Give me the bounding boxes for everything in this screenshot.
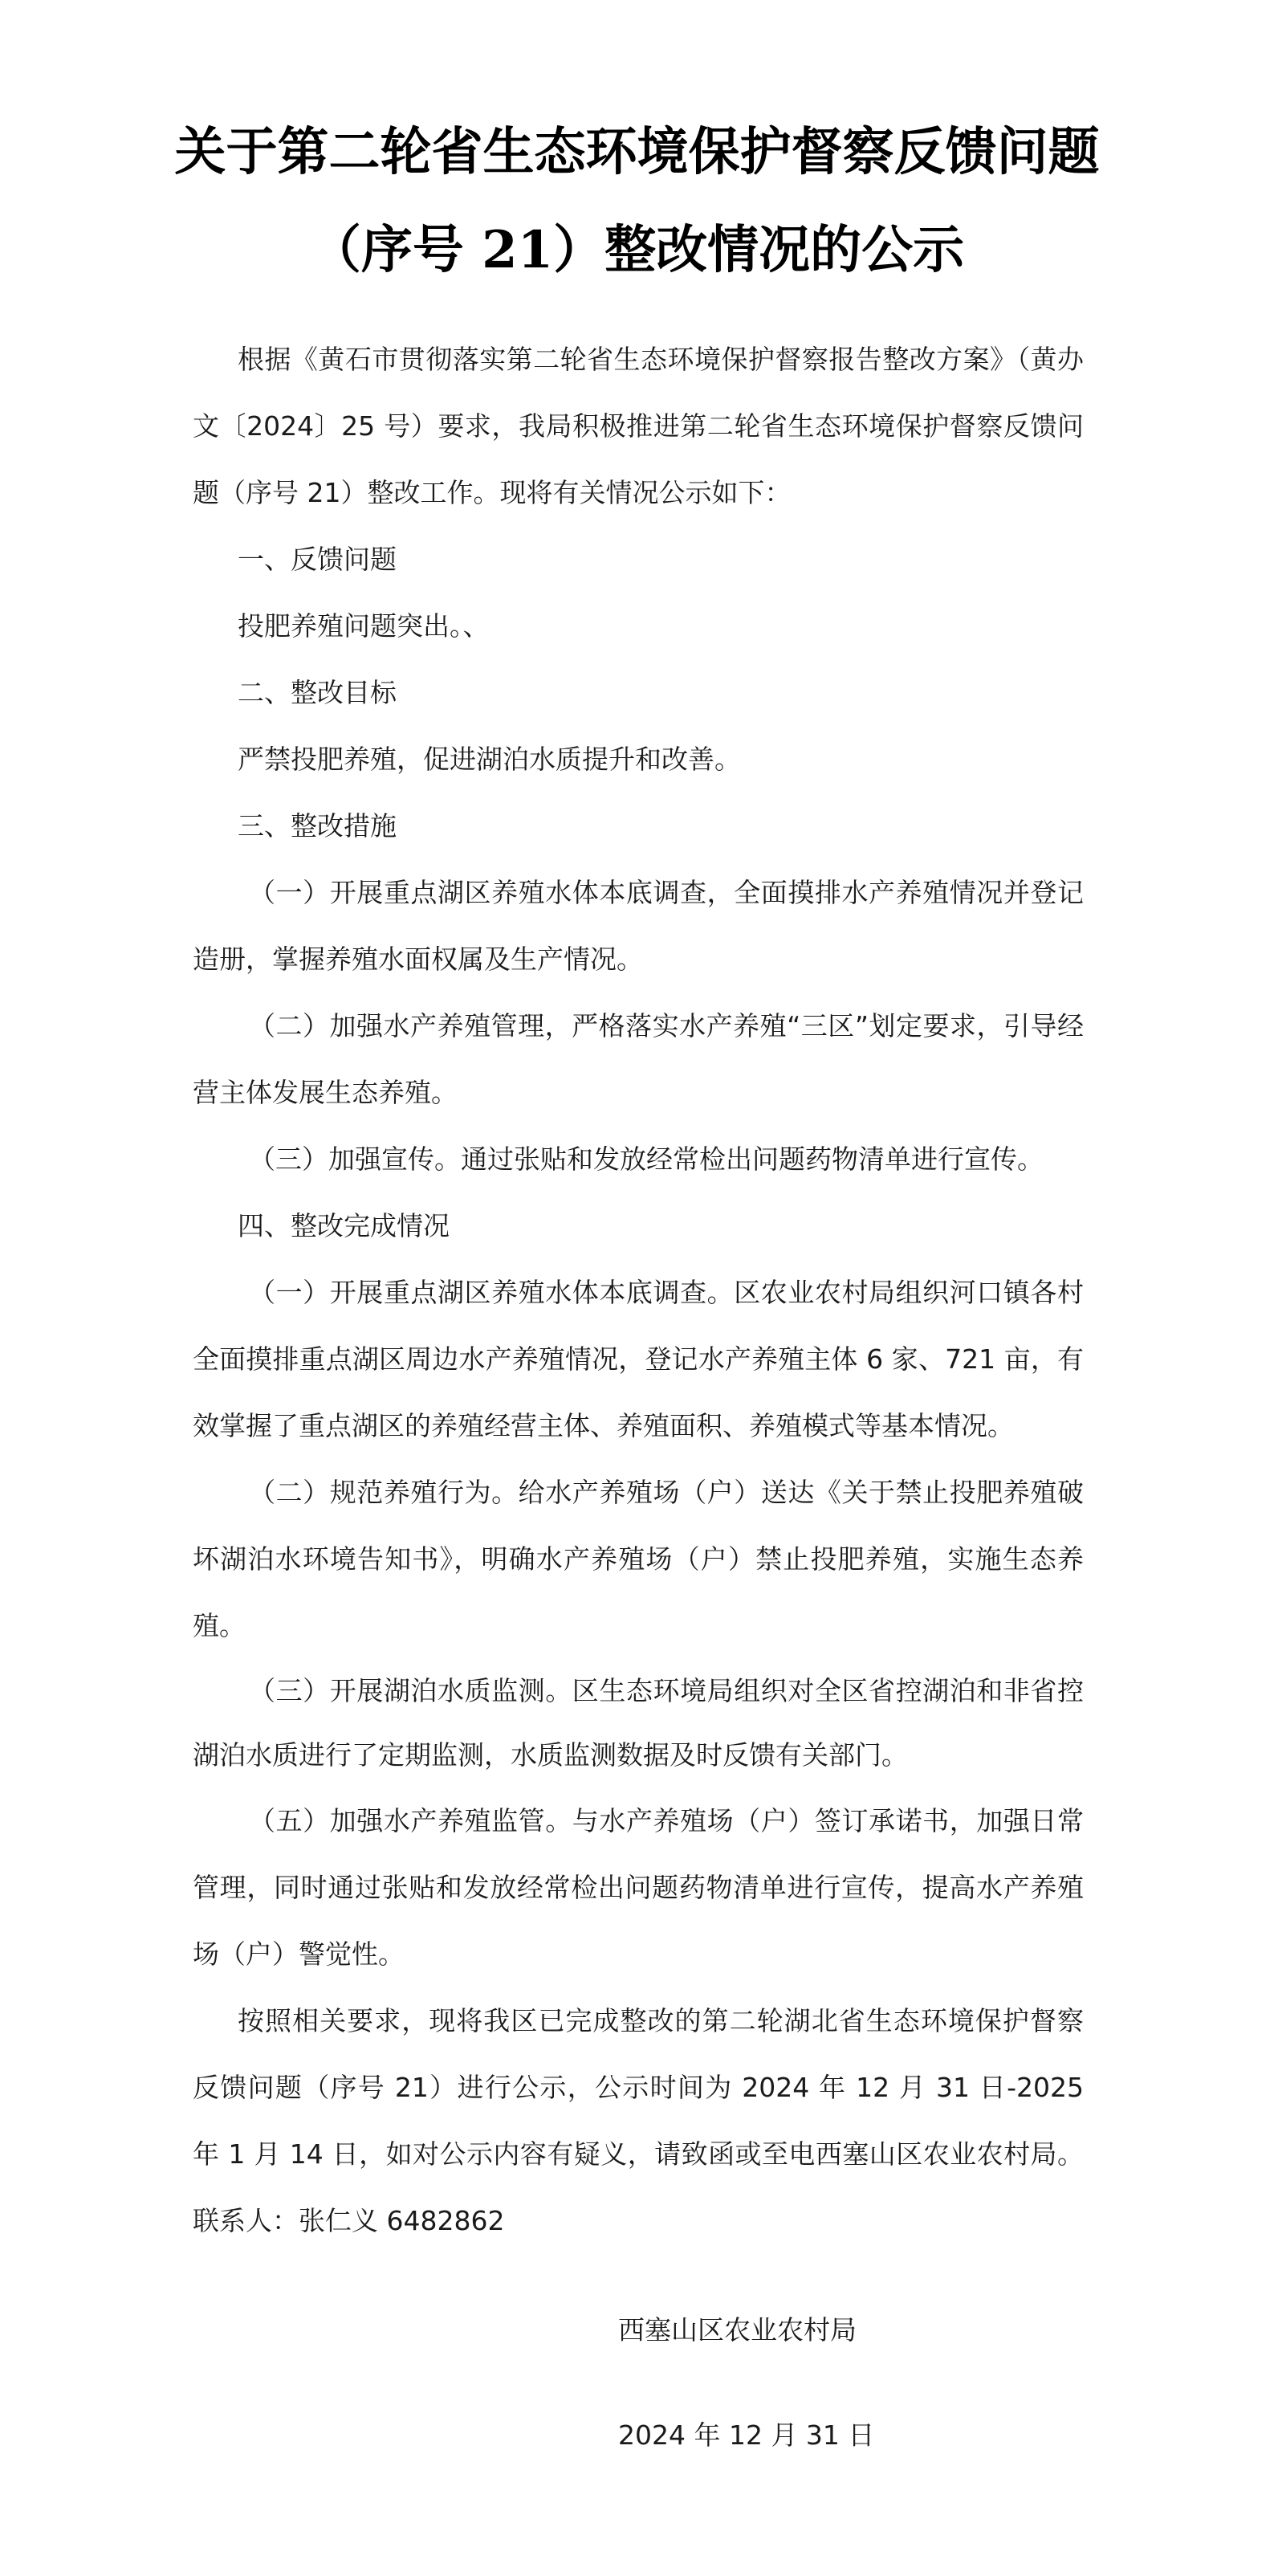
completion-1-paragraph: （一）开展重点湖区养殖水体本底调查。区农业农村局组织河口镇各村全面摸排重点湖区周边水产养殖情况，登记水产养殖主体 6 家、721 亩，有效掌握了重点湖区的养殖经营主体、养殖面积、养殖模式等基本情况。 xyxy=(193,1277,1084,1441)
document-title-line-2: （序号 21）整改情况的公示 xyxy=(309,220,965,280)
signature-date: 2024 年 12 月 31 日 xyxy=(618,2419,875,2451)
intro-paragraph: 根据《黄石市贯彻落实第二轮省生态环境保护督察报告整改方案》（黄办文〔2024〕25 号）要求，我局积极推进第二轮省生态环境保护督察反馈问题（序号 21）整改工作。现将有关情况公示如下： xyxy=(193,344,1084,508)
section-heading-1: 一、反馈问题 xyxy=(238,544,397,575)
closing-paragraph: 按照相关要求，现将我区已完成整改的第二轮湖北省生态环境保护督察反馈问题（序号 21）进行公示，公示时间为 2024 年 12 月 31 日-2025 年 1 月 14 日，如对公示内容有疑义，请致函或至电西塞山区农业农村局。联系人：张仁义 6482862 xyxy=(193,2005,1084,2236)
measure-2-paragraph: （二）加强水产养殖管理，严格落实水产养殖“三区”划定要求，引导经营主体发展生态养殖。 xyxy=(193,1010,1084,1108)
completion-5-paragraph: （五）加强水产养殖监管。与水产养殖场（户）签订承诺书，加强日常管理，同时通过张贴和发放经常检出问题药物清单进行宣传，提高水产养殖场（户）警觉性。 xyxy=(193,1805,1084,1970)
measure-3-paragraph: （三）加强宣传。通过张贴和发放经常检出问题药物清单进行宣传。 xyxy=(249,1143,1044,1175)
section-heading-3: 三、整改措施 xyxy=(238,810,397,842)
signature-organization: 西塞山区农业农村局 xyxy=(618,2314,857,2346)
section-heading-4: 四、整改完成情况 xyxy=(238,1210,450,1241)
document-title-line-1: 关于第二轮省生态环境保护督察反馈问题 xyxy=(174,122,1100,182)
measure-1-paragraph: （一）开展重点湖区养殖水体本底调查，全面摸排水产养殖情况并登记造册，掌握养殖水面权属及生产情况。 xyxy=(193,877,1084,975)
section-heading-2: 二、整改目标 xyxy=(238,677,397,708)
problem-paragraph: 投肥养殖问题突出。、 xyxy=(238,610,490,642)
completion-3-paragraph: （三）开展湖泊水质监测。区生态环境局组织对全区省控湖泊和非省控湖泊水质进行了定期监测，水质监测数据及时反馈有关部门。 xyxy=(193,1675,1084,1771)
completion-2-paragraph: （二）规范养殖行为。给水产养殖场（户）送达《关于禁止投肥养殖破坏湖泊水环境告知书》，明确水产养殖场（户）禁止投肥养殖，实施生态养殖。 xyxy=(193,1477,1084,1641)
document-body xyxy=(193,326,1084,2254)
goal-paragraph: 严禁投肥养殖，促进湖泊水质提升和改善。 xyxy=(238,744,741,775)
